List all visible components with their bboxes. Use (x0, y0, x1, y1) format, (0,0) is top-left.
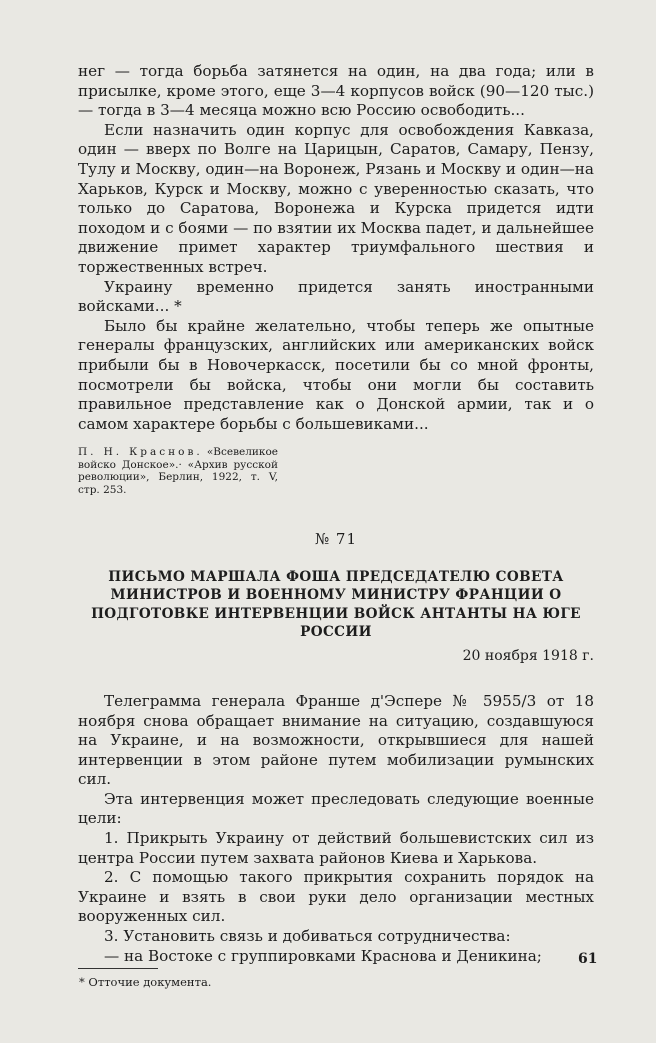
paragraph-generals: Было бы крайне желательно, чтобы теперь же опытные генералы французских, английских или американских войск прибыли бы в Новочеркасск, посетили бы со мной фронты, посмотрели бы войска, чтобы они могли бы составить правильное представление как о Донской армии, так и о самом характере борьбы с большевиками... (78, 316, 594, 433)
source-citation (78, 446, 278, 496)
source-author: П. Н. Краснов. (78, 446, 203, 459)
paragraph-corps-plan: Если назначить один корпус для освобождения Кавказа, один — вверх по Волге на Царицын, Саратов, Самару, Пензу, Тулу и Москву, один—на Воронеж, Рязань и Москву и один—на Харьков, Курск и Москву, можно с уверенностью сказать, что только до Саратова, Воронежа и Курска придется идти походом и с боями — по взятии их Москва падет, и дальнейшее движение примет характер триумфального шествия и торжественных встреч. (78, 120, 594, 276)
footnote: * Отточие документа. (79, 975, 212, 990)
source-details: «Всевеликое войско Донское».· «Архив русской революции», Берлин, 1922, т. V, стр. 253. (78, 446, 278, 496)
footnote-rule (78, 968, 158, 969)
paragraph-goal-3: 3. Установить связь и добиваться сотрудничества: (104, 927, 511, 946)
document-date: 20 ноября 1918 г. (462, 647, 594, 664)
paragraph-goal-2: 2. С помощью такого прикрытия сохранить порядок на Украине и взять в свои руки дело организации местных вооруженных сил. (78, 868, 594, 926)
document-number: № 71 (314, 529, 358, 548)
document-page (78, 62, 594, 993)
document-title: ПИСЬМО МАРШАЛА ФОША ПРЕДСЕДАТЕЛЮ СОВЕТА МИНИСТРОВ И ВОЕННОМУ МИНИСТРУ ФРАНЦИИ О ПОДГОТОВКЕ ИНТЕРВЕНЦИИ ВОЙСК АНТАНТЫ НА ЮГЕ РОССИИ (91, 568, 581, 641)
paragraph-east: — на Востоке с группировками Краснова и Деникина; (104, 946, 542, 965)
paragraph-goal-1: 1. Прикрыть Украину от действий большевистских сил из центра России путем захвата районов Киева и Харькова. (78, 829, 594, 867)
page-number: 61 (578, 951, 598, 967)
paragraph-goals: Эта интервенция может преследовать следующие военные цели: (78, 789, 594, 828)
paragraph-continued: нег — тогда борьба затянется на один, на два года; или в присылке, кроме этого, еще 3—4 корпусов войск (90—120 тыс.) — тогда в 3—4 месяца можно всю Россию освободить... (78, 62, 594, 120)
paragraph-ukraine: Украину временно придется занять иностранными войсками... * (78, 277, 594, 316)
paragraph-telegram: Телеграмма генерала Франше д'Эспере № 5955/3 от 18 ноября снова обращает внимание на ситуацию, создавшуюся на Украине, и на возможности, открывшиеся для нашей интервенции в этом районе путем мобилизации румынских сил. (78, 691, 594, 789)
